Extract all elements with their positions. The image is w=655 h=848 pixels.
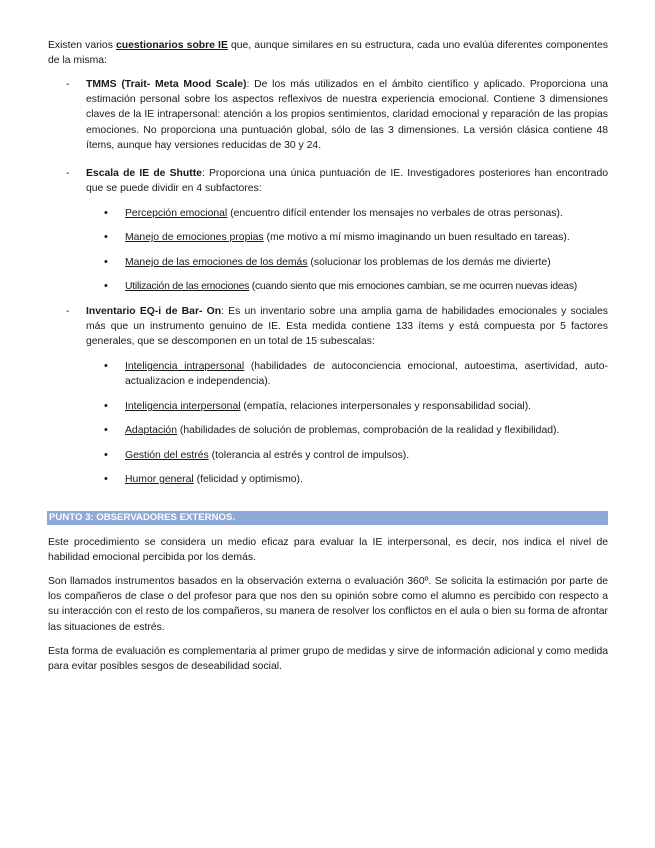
subitem-desc: (felicidad y optimismo). [193, 474, 303, 485]
subitem-manejo-propias [104, 230, 608, 245]
intro-prefix: Existen varios [48, 40, 116, 51]
subitem-term[interactable]: Adaptación [125, 425, 177, 436]
list-item-shutte [66, 166, 608, 196]
dash-marker: - [66, 79, 70, 90]
section-heading: PUNTO 3: OBSERVADORES EXTERNOS. [47, 511, 608, 525]
subitem-term[interactable]: Percepción emocional [125, 208, 228, 219]
section-paragraph-3: Esta forma de evaluación es complementaria al primer grupo de medidas y sirve de información adicional y como medida para evitar posibles sesgos de deseabilidad social. [48, 646, 608, 673]
bullet-marker: • [104, 449, 108, 461]
subitem-desc: (habilidades de solución de problemas, comprobación de la realidad y flexibilidad). [177, 425, 560, 436]
subitem-desc: (empatía, relaciones interpersonales y responsabilidad social). [240, 401, 532, 412]
subitem-term[interactable]: Inteligencia intrapersonal [125, 361, 245, 372]
subitem-desc: (cuando siento que mis emociones cambian, se me ocurren nuevas ideas) [249, 281, 577, 292]
dash-marker: - [66, 168, 70, 179]
item-title: Inventario EQ-i de Bar- On [86, 306, 222, 317]
subitem-term[interactable]: Manejo de las emociones de los demás [125, 257, 308, 268]
section-paragraph-1: Este procedimiento se considera un medio eficaz para evaluar la IE interpersonal, es decir, nos indica el nivel de habilidad emocional percibida por los demás. [48, 537, 608, 564]
bullet-marker: • [104, 473, 108, 485]
bullet-marker: • [104, 360, 108, 372]
subitem-percepcion [104, 206, 608, 221]
subitem-intrapersonal [104, 359, 608, 389]
item-title: TMMS (Trait- Meta Mood Scale) [86, 79, 247, 90]
list-item-tmms [66, 77, 608, 153]
intro-link[interactable]: cuestionarios sobre IE [116, 40, 228, 51]
subitem-desc: (me motivo a mí mismo imaginando un buen resultado en tareas). [263, 232, 570, 243]
subitem-term[interactable]: Utilización de las emociones [125, 281, 250, 292]
intro-suffix: que, aunque similares en su estructura, cada uno evalúa diferentes componentes de la misma: [48, 40, 608, 67]
subitem-term[interactable]: Manejo de emociones propias [125, 232, 264, 243]
subitem-term[interactable]: Humor general [125, 474, 194, 485]
bullet-marker: • [104, 207, 108, 219]
list-item-baron [66, 304, 608, 350]
subitem-adaptacion [104, 423, 608, 438]
subitem-manejo-demas [104, 255, 608, 270]
dash-marker: - [66, 306, 70, 317]
subitem-desc: (encuentro difícil entender los mensajes no verbales de otras personas). [227, 208, 563, 219]
bullet-marker: • [104, 231, 108, 243]
bullet-marker: • [104, 280, 108, 292]
section-paragraph-2: Son llamados instrumentos basados en la observación externa o evaluación 360º. Se solicita la estimación por parte de los compañeros de clase o del profesor para que nos den su opinión sobre como el alumno es percibido con respecto a su interacción con el resto de los compañeros, su manera de resolver los conflictos en el aula o bien su forma de afrontar las situaciones de estrés. [48, 576, 608, 633]
item-text: : Es un inventario sobre una amplia gama de habilidades emocionales y sociales más que un instrumento genuino de IE. Esta medida contiene 133 ítems y está compuesta por 5 factores generales, que se descomponen en un total de 15 subescalas: [86, 306, 608, 348]
item-title: Escala de IE de Shutte [86, 168, 202, 179]
subitem-term[interactable]: Inteligencia interpersonal [125, 401, 241, 412]
item-text: : Proporciona una única puntuación de IE. Investigadores posteriores han encontrado que se puede dividir en 4 subfactores: [86, 168, 609, 195]
subitem-humor [104, 472, 608, 487]
item-text: : De los más utilizados en el ámbito científico y aplicado. Proporciona una estimación personal sobre los aspectos reflexivos de nuestra experiencia emocional. Contiene 3 dimensiones claves de la IE intrapersonal: atención a los propios sentimientos, claridad emocional y reparación de las propias emociones. No proporciona una puntuación global, sólo de las 3 dimensiones. La versión clásica contiene 48 ítems, aunque hay versiones reducidas de 30 y 24. [86, 79, 609, 151]
subitem-desc: (tolerancia al estrés y control de impulsos). [208, 450, 410, 461]
subitem-interpersonal [104, 399, 608, 414]
subitem-gestion-estres [104, 448, 608, 463]
subitem-utilizacion [104, 279, 608, 294]
subitem-desc: (habilidades de autoconciencia emocional, autoestima, asertividad, auto-actualizacion e independencia). [125, 361, 609, 388]
bullet-marker: • [104, 400, 108, 412]
bullet-marker: • [104, 424, 108, 436]
bullet-marker: • [104, 256, 108, 268]
subitem-term[interactable]: Gestión del estrés [125, 450, 209, 461]
intro-paragraph [48, 38, 608, 68]
subitem-desc: (solucionar los problemas de los demás me divierte) [307, 257, 551, 268]
